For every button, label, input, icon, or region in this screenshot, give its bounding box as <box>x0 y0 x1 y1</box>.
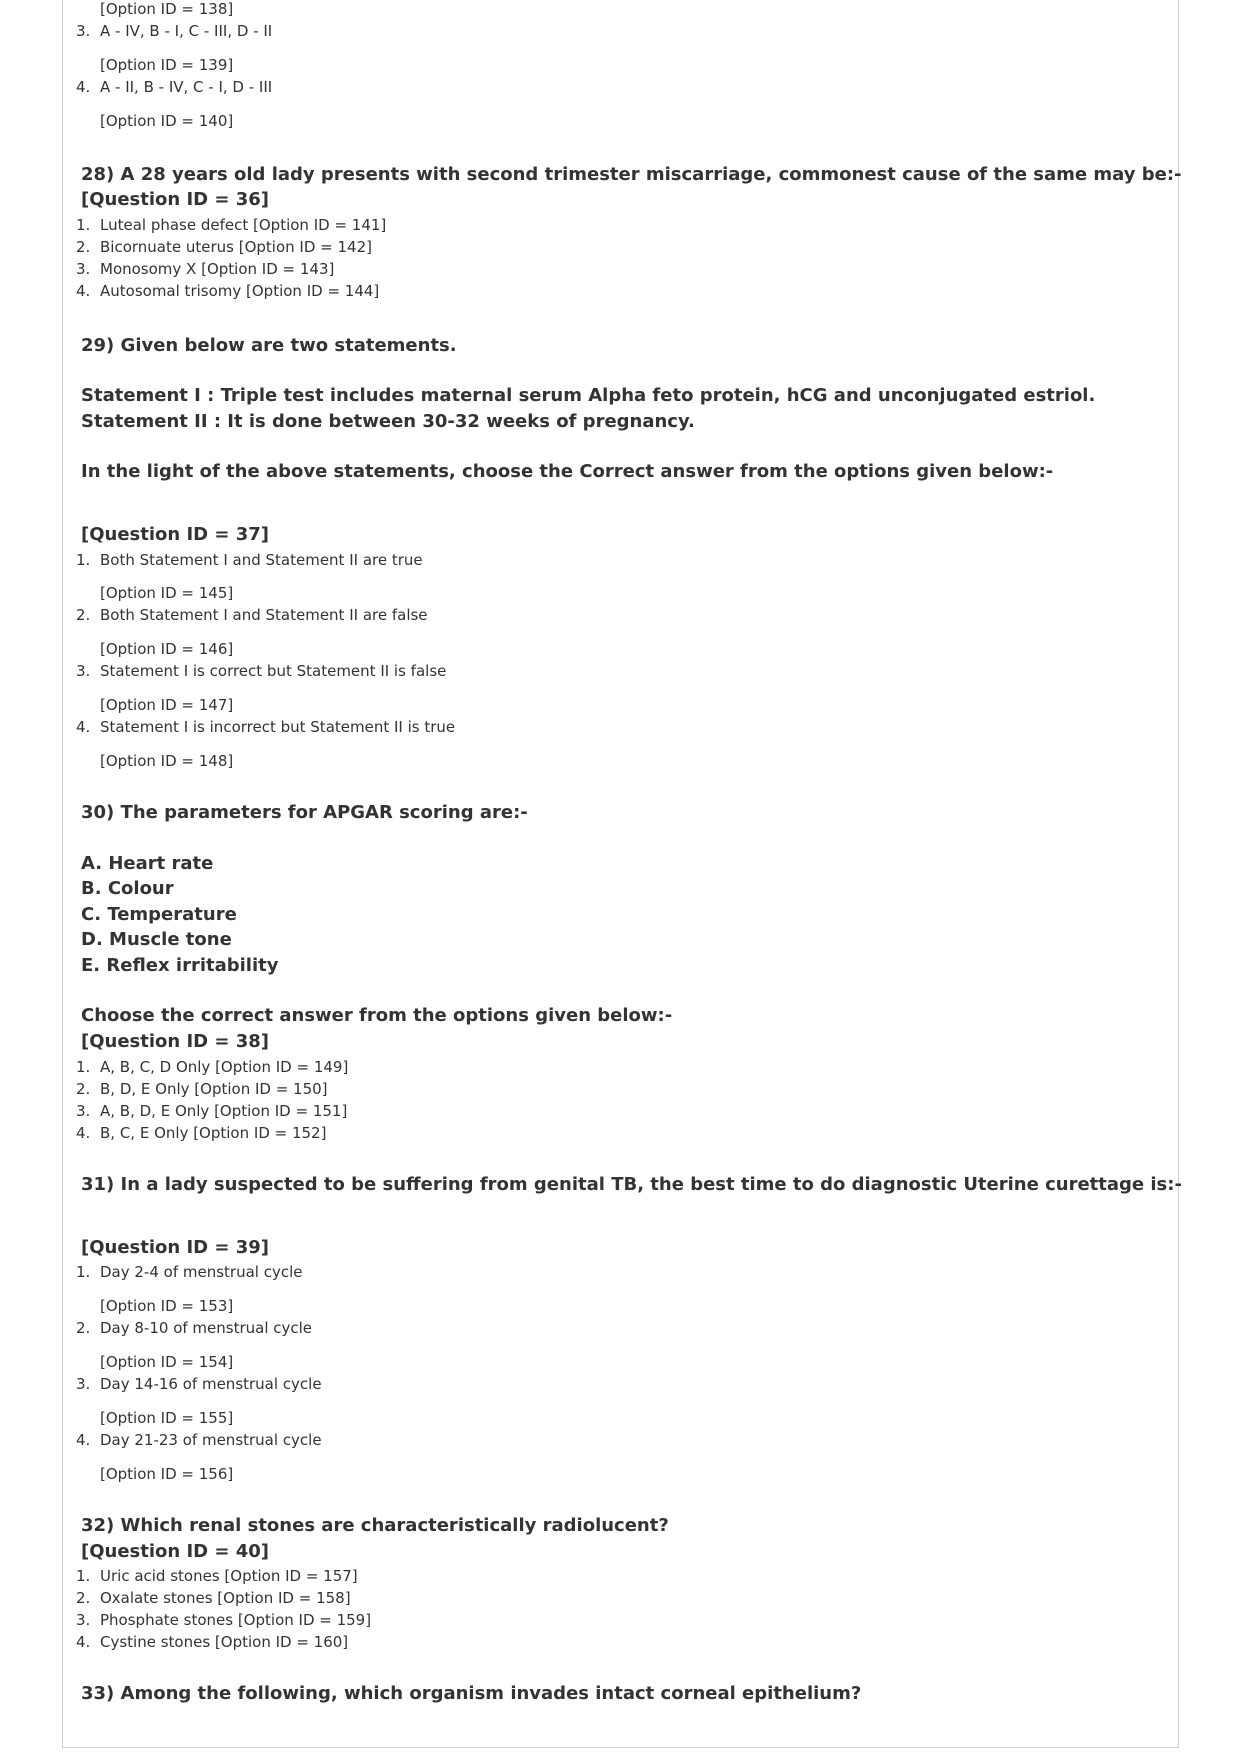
list-item: C. Temperature <box>81 904 237 925</box>
question-id: [Question ID = 38] <box>81 1031 270 1052</box>
option-number: 1. <box>76 1567 91 1585</box>
question-id: [Question ID = 37] <box>81 524 270 545</box>
question-id: [Question ID = 40] <box>81 1541 270 1562</box>
question-title: 31) In a lady suspected to be suffering from genital TB, the best time to do diagnostic Uterine curettage is:- <box>81 1174 1182 1195</box>
option-text: Oxalate stones [Option ID = 158] <box>100 1589 351 1607</box>
option-text: Day 8-10 of menstrual cycle <box>100 1319 313 1337</box>
option-text: A, B, D, E Only [Option ID = 151] <box>100 1102 348 1120</box>
list-item: E. Reflex irritability <box>81 955 279 976</box>
statement-1: Statement I : Triple test includes maternal serum Alpha feto protein, hCG and unconjugated estriol. <box>81 385 1096 406</box>
option-id: [Option ID = 147] <box>100 696 234 714</box>
option-text: A, B, C, D Only [Option ID = 149] <box>100 1058 349 1076</box>
option-text: Day 14-16 of menstrual cycle <box>100 1375 322 1393</box>
list-item: D. Muscle tone <box>81 929 232 950</box>
option-number: 1. <box>76 551 91 569</box>
option-text: Bicornuate uterus [Option ID = 142] <box>100 238 372 256</box>
list-item: B. Colour <box>81 878 174 899</box>
option-text: A - II, B - IV, C - I, D - III <box>100 78 273 96</box>
question-id: [Question ID = 36] <box>81 189 270 210</box>
option-number: 4. <box>76 1124 91 1142</box>
option-number: 3. <box>76 1375 91 1393</box>
option-text: A - IV, B - I, C - III, D - II <box>100 22 273 40</box>
question-title: 33) Among the following, which organism invades intact corneal epithelium? <box>81 1683 862 1704</box>
option-id: [Option ID = 140] <box>100 112 234 130</box>
option-id: [Option ID = 145] <box>100 584 234 602</box>
option-id: [Option ID = 154] <box>100 1353 234 1371</box>
option-number: 2. <box>76 1319 91 1337</box>
option-number: 2. <box>76 238 91 256</box>
option-text: Cystine stones [Option ID = 160] <box>100 1633 349 1651</box>
question-title: 30) The parameters for APGAR scoring are:- <box>81 802 528 823</box>
question-prompt: In the light of the above statements, choose the Correct answer from the options given below:- <box>81 461 1054 482</box>
option-id: [Option ID = 146] <box>100 640 234 658</box>
option-id: [Option ID = 138] <box>100 0 234 18</box>
option-text: Day 21-23 of menstrual cycle <box>100 1431 322 1449</box>
option-text: Statement I is incorrect but Statement II is true <box>100 718 456 736</box>
option-number: 4. <box>76 1431 91 1449</box>
option-id: [Option ID = 148] <box>100 752 234 770</box>
option-text: Uric acid stones [Option ID = 157] <box>100 1567 358 1585</box>
option-text: Both Statement I and Statement II are false <box>100 606 428 624</box>
option-number: 3. <box>76 1611 91 1629</box>
option-number: 4. <box>76 718 91 736</box>
option-number: 2. <box>76 1589 91 1607</box>
option-number: 4. <box>76 282 91 300</box>
question-prompt: Choose the correct answer from the options given below:- <box>81 1005 673 1026</box>
option-number: 1. <box>76 216 91 234</box>
question-title: 28) A 28 years old lady presents with second trimester miscarriage, commonest cause of the same may be:- <box>81 164 1182 185</box>
option-id: [Option ID = 139] <box>100 56 234 74</box>
option-id: [Option ID = 156] <box>100 1465 234 1483</box>
option-number: 3. <box>76 662 91 680</box>
option-number: 3. <box>76 260 91 278</box>
option-text: B, C, E Only [Option ID = 152] <box>100 1124 327 1142</box>
option-number: 2. <box>76 606 91 624</box>
statement-2: Statement II : It is done between 30-32 weeks of pregnancy. <box>81 411 695 432</box>
question-id: [Question ID = 39] <box>81 1237 270 1258</box>
option-number: 2. <box>76 1080 91 1098</box>
option-text: Luteal phase defect [Option ID = 141] <box>100 216 387 234</box>
option-text: Monosomy X [Option ID = 143] <box>100 260 335 278</box>
option-text: Autosomal trisomy [Option ID = 144] <box>100 282 380 300</box>
option-number: 3. <box>76 1102 91 1120</box>
option-text: B, D, E Only [Option ID = 150] <box>100 1080 328 1098</box>
option-id: [Option ID = 155] <box>100 1409 234 1427</box>
option-number: 3. <box>76 22 91 40</box>
option-number: 4. <box>76 78 91 96</box>
option-number: 1. <box>76 1263 91 1281</box>
option-number: 1. <box>76 1058 91 1076</box>
option-number: 4. <box>76 1633 91 1651</box>
option-id: [Option ID = 153] <box>100 1297 234 1315</box>
question-title: 29) Given below are two statements. <box>81 335 457 356</box>
option-text: Both Statement I and Statement II are true <box>100 551 423 569</box>
option-text: Phosphate stones [Option ID = 159] <box>100 1611 372 1629</box>
option-text: Day 2-4 of menstrual cycle <box>100 1263 303 1281</box>
list-item: A. Heart rate <box>81 853 214 874</box>
question-title: 32) Which renal stones are characteristically radiolucent? <box>81 1515 669 1536</box>
option-text: Statement I is correct but Statement II is false <box>100 662 447 680</box>
